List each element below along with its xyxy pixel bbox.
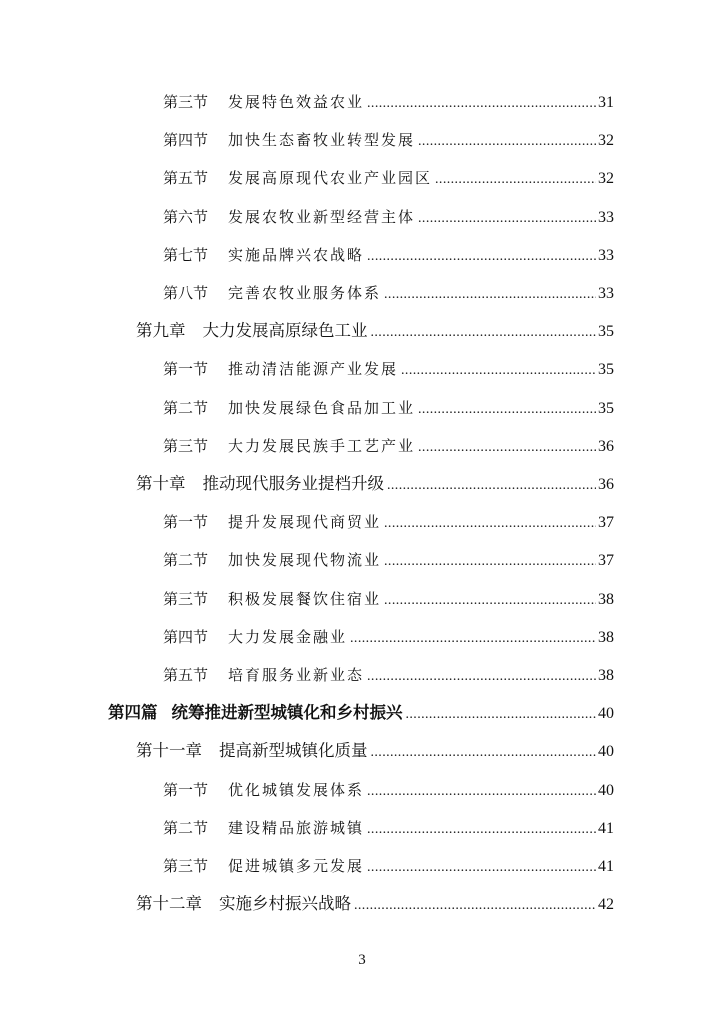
toc-entry-title: 优化城镇发展体系 <box>228 780 365 799</box>
toc-entry-number: 第二节 <box>163 818 209 837</box>
toc-entry-title: 培育服务业新业态 <box>228 666 365 684</box>
toc-entry-number: 第五节 <box>163 666 209 684</box>
toc-entry-section[interactable] <box>163 622 614 652</box>
toc-dot-leader <box>387 471 596 499</box>
toc-entry-title: 大力发展金融业 <box>228 627 348 646</box>
toc-dot-leader <box>354 891 596 919</box>
toc-entry-number: 第一节 <box>163 360 209 379</box>
toc-dot-leader <box>418 127 596 155</box>
toc-entry-page: 35 <box>598 361 614 379</box>
toc-entry-chapter[interactable] <box>136 469 614 499</box>
toc-entry-number: 第五节 <box>163 169 209 188</box>
toc-dot-leader <box>367 777 596 805</box>
toc-dot-leader <box>384 280 596 308</box>
toc-entry-part[interactable] <box>108 698 614 728</box>
toc-entry-title: 发展农牧业新型经营主体 <box>228 207 416 226</box>
toc-entry-section[interactable] <box>163 660 614 690</box>
toc-entry-number: 第八节 <box>163 284 209 302</box>
toc-entry-chapter[interactable] <box>136 736 614 766</box>
toc-entry-section[interactable] <box>163 202 614 232</box>
toc-dot-leader <box>384 509 596 537</box>
toc-dot-leader <box>367 815 596 843</box>
toc-dot-leader <box>371 738 597 766</box>
toc-entry-number: 第四节 <box>163 627 209 646</box>
toc-dot-leader <box>418 433 596 461</box>
toc-entry-number: 第三节 <box>163 93 209 111</box>
toc-dot-leader <box>418 395 596 423</box>
toc-entry-section[interactable] <box>163 813 614 843</box>
toc-entry-page: 40 <box>598 781 614 799</box>
toc-entry-page: 37 <box>598 514 614 532</box>
toc-entry-section[interactable] <box>163 507 614 537</box>
toc-entry-title: 提升发展现代商贸业 <box>228 513 382 532</box>
toc-entry-section[interactable] <box>163 278 614 308</box>
toc-entry-number: 第六节 <box>163 207 209 226</box>
toc-entry-page: 32 <box>598 132 614 150</box>
toc-entry-section[interactable] <box>163 431 614 461</box>
toc-dot-leader <box>367 89 596 117</box>
toc-entry-number: 第七节 <box>163 245 209 264</box>
toc-dot-leader <box>435 165 596 193</box>
toc-entry-page: 37 <box>598 552 614 570</box>
toc-entry-section[interactable] <box>163 851 614 881</box>
toc-entry-title: 加快发展现代物流业 <box>228 551 382 570</box>
toc-entry-section[interactable] <box>163 163 614 193</box>
toc-entry-section[interactable] <box>163 545 614 575</box>
toc-entry-page: 31 <box>598 94 614 111</box>
toc-entry-title: 发展特色效益农业 <box>228 93 365 111</box>
toc-entry-number: 第三节 <box>163 436 209 455</box>
toc-entry-chapter[interactable] <box>136 316 614 346</box>
toc-dot-leader <box>384 586 596 614</box>
toc-entry-number: 第二节 <box>163 551 209 570</box>
toc-entry-page: 41 <box>598 819 614 837</box>
toc-dot-leader <box>350 624 596 652</box>
toc-entry-title: 完善农牧业服务体系 <box>228 284 382 302</box>
toc-entry-number: 第九章 <box>136 321 186 341</box>
toc-entry-title: 积极发展餐饮住宿业 <box>228 589 382 608</box>
toc-entry-title: 实施乡村振兴战略 <box>219 894 351 914</box>
toc-entry-page: 38 <box>598 628 614 646</box>
toc-entry-section[interactable] <box>163 240 614 270</box>
toc-dot-leader <box>371 318 597 346</box>
toc-entry-title: 大力发展民族手工艺产业 <box>228 436 416 455</box>
toc-entry-number: 第三节 <box>163 857 209 875</box>
toc-entry-title: 发展高原现代农业产业园区 <box>228 169 433 188</box>
toc-entry-chapter[interactable] <box>136 889 614 919</box>
toc-entry-page: 35 <box>598 323 614 341</box>
toc-entry-title: 加快发展绿色食品加工业 <box>228 398 416 417</box>
toc-entry-title: 加快生态畜牧业转型发展 <box>228 131 416 150</box>
toc-dot-leader <box>384 547 596 575</box>
toc-entry-section[interactable] <box>163 393 614 423</box>
toc-entry-title: 促进城镇多元发展 <box>228 857 365 875</box>
toc-entry-number: 第十二章 <box>136 894 202 914</box>
toc-entry-number: 第三节 <box>163 589 209 608</box>
toc-entry-title: 建设精品旅游城镇 <box>228 818 365 837</box>
toc-entry-page: 42 <box>598 896 614 914</box>
toc-entry-page: 32 <box>598 170 614 188</box>
toc-entry-number: 第二节 <box>163 398 209 417</box>
toc-entry-section[interactable] <box>163 354 614 384</box>
toc-entry-page: 33 <box>598 285 614 302</box>
toc-entry-title: 提高新型城镇化质量 <box>219 741 368 761</box>
toc-entry-title: 大力发展高原绿色工业 <box>202 321 368 341</box>
toc-entry-page: 40 <box>598 743 614 761</box>
toc-entry-title: 推动现代服务业提档升级 <box>202 474 384 493</box>
toc-entry-number: 第一节 <box>163 780 209 799</box>
toc-entry-section[interactable] <box>163 125 614 155</box>
toc-dot-leader <box>418 204 596 232</box>
toc-dot-leader <box>401 356 596 384</box>
toc-entry-page: 41 <box>598 858 614 875</box>
toc-entry-page: 33 <box>598 208 614 226</box>
toc-dot-leader <box>367 662 596 690</box>
toc-entry-page: 36 <box>598 476 614 493</box>
toc-entry-page: 38 <box>598 590 614 608</box>
toc-entry-number: 第十一章 <box>136 741 202 761</box>
toc-entry-number: 第十章 <box>136 474 186 493</box>
toc-dot-leader <box>367 242 596 270</box>
toc-entry-title: 实施品牌兴农战略 <box>228 245 365 264</box>
toc-entry-number: 第四篇 <box>108 703 158 723</box>
toc-entry-number: 第一节 <box>163 513 209 532</box>
toc-entry-number: 第四节 <box>163 131 209 150</box>
toc-entry-page: 38 <box>598 667 614 684</box>
toc-entry-page: 36 <box>598 437 614 455</box>
toc-entry-section[interactable] <box>163 775 614 805</box>
toc-entry-page: 33 <box>598 246 614 264</box>
toc-dot-leader <box>406 700 597 728</box>
toc-entry-page: 35 <box>598 399 614 417</box>
toc-entry-title: 推动清洁能源产业发展 <box>228 360 399 379</box>
toc-entry-section[interactable] <box>163 584 614 614</box>
toc-entry-page: 40 <box>598 705 614 723</box>
toc-dot-leader <box>367 853 596 881</box>
toc-entry-section[interactable] <box>163 87 614 117</box>
toc-entry-title: 统筹推进新型城镇化和乡村振兴 <box>171 703 403 723</box>
page-number: 3 <box>358 952 366 968</box>
